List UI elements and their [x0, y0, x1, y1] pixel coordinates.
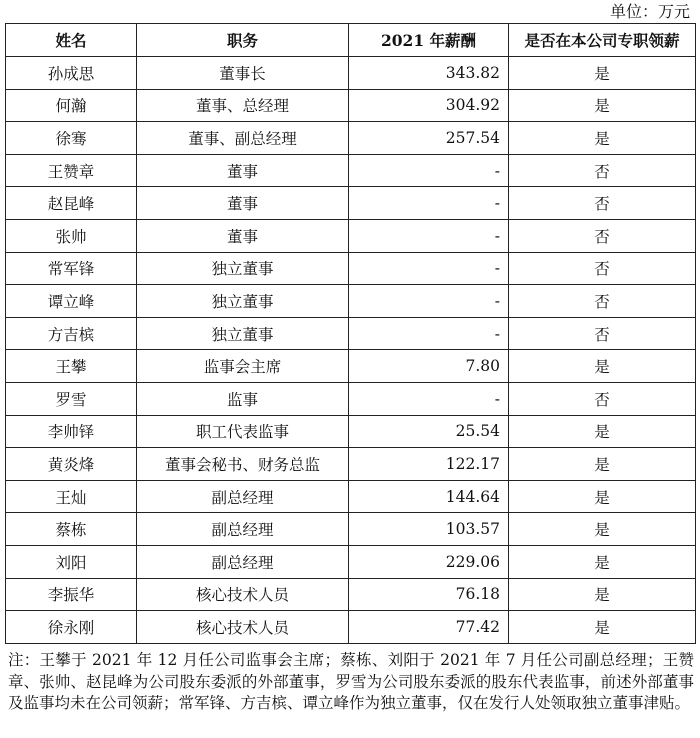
cell-paid: 是	[509, 57, 696, 90]
cell-paid: 是	[509, 122, 696, 155]
table-row	[6, 382, 696, 415]
cell-name: 何瀚	[6, 89, 137, 122]
cell-pay: 76.18	[349, 578, 509, 611]
cell-title: 董事、副总经理	[137, 122, 349, 155]
table-row	[6, 415, 696, 448]
footnote: 注：王攀于 2021 年 12 月任公司监事会主席；蔡栋、刘阳于 2021 年 7 月任公司副总经理；王赞章、张帅、赵昆峰为公司股东委派的外部董事，罗雪为公司股东委派的股东代表监事，前述外部董事及监事均未在公司领薪；常军锋、方吉槟、谭立峰作为独立董事，仅在发行人处领取独立董事津贴。	[8, 651, 694, 712]
table-row	[6, 154, 696, 187]
cell-pay: -	[349, 285, 509, 318]
cell-paid: 否	[509, 382, 696, 415]
cell-pay: 229.06	[349, 545, 509, 578]
cell-paid: 是	[509, 480, 696, 513]
cell-name: 黄炎烽	[6, 448, 137, 481]
cell-pay: 343.82	[349, 57, 509, 90]
cell-title: 董事会秘书、财务总监	[137, 448, 349, 481]
cell-name: 刘阳	[6, 545, 137, 578]
cell-pay: -	[349, 187, 509, 220]
table-row	[6, 89, 696, 122]
cell-pay: -	[349, 382, 509, 415]
unit-label: 单位：万元	[609, 2, 690, 21]
table-row	[6, 578, 696, 611]
cell-pay: 77.42	[349, 611, 509, 644]
cell-name: 王灿	[6, 480, 137, 513]
table-body	[6, 57, 696, 644]
header-pay: 2021 年薪酬	[349, 24, 509, 57]
cell-paid: 是	[509, 545, 696, 578]
cell-name: 徐永刚	[6, 611, 137, 644]
cell-pay: -	[349, 252, 509, 285]
table-row	[6, 122, 696, 155]
table-row	[6, 545, 696, 578]
cell-title: 董事长	[137, 57, 349, 90]
cell-title: 副总经理	[137, 513, 349, 546]
cell-paid: 否	[509, 154, 696, 187]
cell-pay: 144.64	[349, 480, 509, 513]
cell-name: 孙成思	[6, 57, 137, 90]
cell-name: 张帅	[6, 219, 137, 252]
table-row	[6, 219, 696, 252]
cell-pay: 257.54	[349, 122, 509, 155]
cell-title: 董事	[137, 219, 349, 252]
cell-title: 核心技术人员	[137, 578, 349, 611]
table-row	[6, 187, 696, 220]
cell-title: 独立董事	[137, 252, 349, 285]
header-name: 姓名	[6, 24, 137, 57]
cell-paid: 是	[509, 611, 696, 644]
cell-title: 职工代表监事	[137, 415, 349, 448]
table-row	[6, 317, 696, 350]
cell-name: 方吉槟	[6, 317, 137, 350]
cell-paid: 是	[509, 448, 696, 481]
table-header-row	[6, 24, 696, 57]
cell-title: 副总经理	[137, 545, 349, 578]
table-row	[6, 513, 696, 546]
table-row	[6, 611, 696, 644]
cell-paid: 否	[509, 285, 696, 318]
cell-paid: 否	[509, 187, 696, 220]
cell-paid: 否	[509, 219, 696, 252]
cell-title: 独立董事	[137, 285, 349, 318]
cell-paid: 是	[509, 89, 696, 122]
cell-name: 赵昆峰	[6, 187, 137, 220]
table-row	[6, 57, 696, 90]
cell-name: 罗雪	[6, 382, 137, 415]
cell-pay: 122.17	[349, 448, 509, 481]
cell-pay: -	[349, 219, 509, 252]
cell-title: 副总经理	[137, 480, 349, 513]
cell-name: 蔡栋	[6, 513, 137, 546]
cell-pay: 25.54	[349, 415, 509, 448]
cell-title: 独立董事	[137, 317, 349, 350]
cell-paid: 是	[509, 350, 696, 383]
table-row	[6, 285, 696, 318]
header-paid: 是否在本公司专职领薪	[509, 24, 696, 57]
cell-paid: 否	[509, 252, 696, 285]
cell-name: 王攀	[6, 350, 137, 383]
cell-pay: 304.92	[349, 89, 509, 122]
table-row	[6, 480, 696, 513]
table-row	[6, 448, 696, 481]
cell-title: 监事会主席	[137, 350, 349, 383]
cell-pay: 7.80	[349, 350, 509, 383]
cell-title: 董事、总经理	[137, 89, 349, 122]
cell-paid: 否	[509, 317, 696, 350]
cell-pay: -	[349, 317, 509, 350]
cell-name: 李帅铎	[6, 415, 137, 448]
cell-name: 谭立峰	[6, 285, 137, 318]
cell-name: 王赞章	[6, 154, 137, 187]
cell-title: 监事	[137, 382, 349, 415]
cell-paid: 是	[509, 578, 696, 611]
cell-title: 核心技术人员	[137, 611, 349, 644]
header-title: 职务	[137, 24, 349, 57]
cell-pay: 103.57	[349, 513, 509, 546]
cell-pay: -	[349, 154, 509, 187]
cell-name: 常军锋	[6, 252, 137, 285]
cell-paid: 是	[509, 415, 696, 448]
salary-table	[5, 23, 696, 644]
cell-name: 李振华	[6, 578, 137, 611]
cell-title: 董事	[137, 154, 349, 187]
cell-paid: 是	[509, 513, 696, 546]
table-row	[6, 252, 696, 285]
cell-title: 董事	[137, 187, 349, 220]
cell-name: 徐骞	[6, 122, 137, 155]
table-row	[6, 350, 696, 383]
